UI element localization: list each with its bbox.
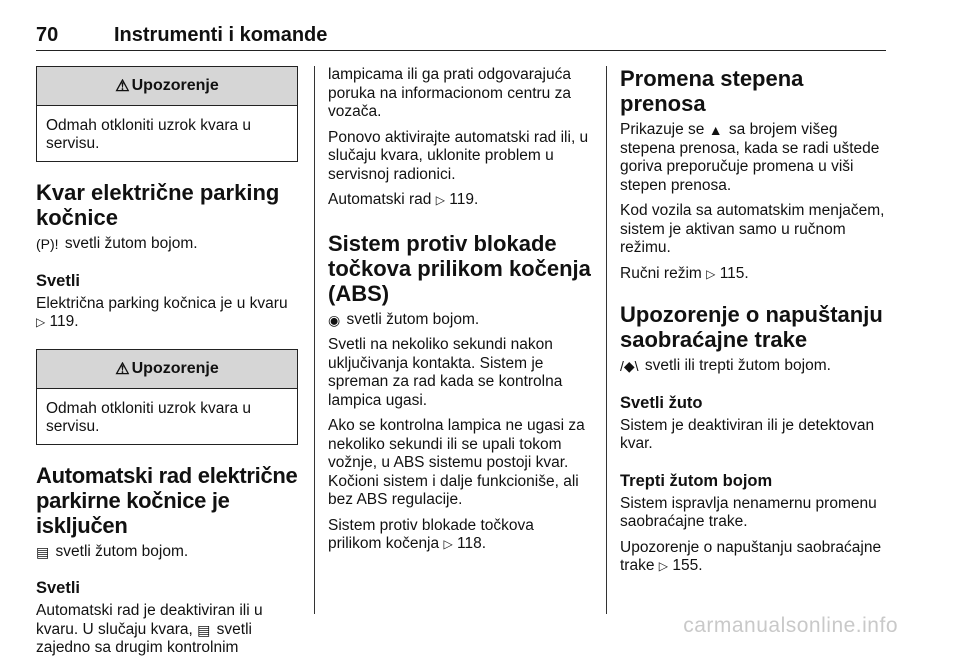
paragraph: Sistem ispravlja nenamernu promenu saobraćajne trake. [620, 494, 877, 530]
upshift-arrow-icon: ▲ [708, 122, 723, 138]
paragraph: Ako se kontrolna lampica ne ugasi za nekoliko sekundi ili se upali tokom vožnje, u ABS sistemu postoji kvar. Kočioni sistem i dalje funkcioniše, ali bez ABS regulacije. [328, 417, 585, 508]
page-ref-arrow-icon: ▷ [36, 315, 46, 329]
page-ref-arrow-icon: ▷ [706, 266, 716, 281]
warning-body: Odmah otkloniti uzrok kvara u servisu. [46, 117, 252, 152]
paragraph: lampicama ili ga prati odgovarajuća poruka na informacionom centru za vozača. [328, 66, 571, 120]
paragraph: Prikazuje se ▲ sa brojem višeg stepena prenosa, kada se radi uštede goriva preporučuje promena u viši stepen prenosa. [620, 121, 880, 194]
section-heading-abs: Sistem protiv blokade točkova prilikom kočenja (ABS) [328, 230, 591, 306]
sub-heading: Svetli žuto [620, 393, 703, 412]
paragraph: Sistem je deaktiviran ili je detektovan kvar. [620, 416, 875, 452]
parking-brake-fault-icon: (P)! [36, 236, 59, 252]
paragraph: Električna parking kočnica je u kvaru ▷ 119. [36, 294, 288, 330]
paragraph: Automatski rad ▷ 119. [328, 191, 479, 208]
column-divider-1 [314, 66, 315, 614]
page-header [36, 0, 886, 51]
page-ref-arrow-icon: ▷ [658, 559, 669, 573]
warning-box-2 [36, 349, 298, 445]
page-ref-link[interactable]: 155. [672, 557, 703, 574]
indicator-line: ▤ svetli žutom bojom. [36, 542, 189, 560]
lane-departure-icon: /◆\ [620, 358, 639, 374]
section-heading-lane-departure: Upozorenje o napuštanju saobraćajne trake [620, 302, 883, 352]
page-ref-arrow-icon: ▷ [443, 537, 453, 551]
column-divider-2 [606, 66, 607, 614]
page-number: 70 [36, 24, 59, 46]
sub-heading: Svetli [36, 579, 81, 597]
paragraph: Sistem protiv blokade točkova prilikom kočenja ▷ 118. [328, 516, 534, 552]
auto-parking-brake-icon: ▤ [197, 621, 211, 638]
page-ref-arrow-icon: ▷ [435, 193, 445, 207]
warning-icon: ⚠ [115, 360, 130, 378]
indicator-line: (P)! svetli žutom bojom. [36, 235, 198, 252]
section-heading-auto-parking-brake: Automatski rad električne parkirne kočnice je isključen [36, 462, 298, 538]
warning-title: Upozorenje [131, 77, 219, 94]
warning-header [37, 67, 297, 106]
paragraph: Upozorenje o napuštanju saobraćajne trake ▷ 155. [620, 538, 882, 574]
running-title: Instrumenti i komande [114, 24, 328, 46]
watermark: carmanualsonline.info [683, 614, 898, 637]
paragraph: Kod vozila sa automatskim menjačem, sistem je aktivan samo u ručnom režimu. [620, 202, 885, 256]
section-heading-gear-shift: Promena stepena prenosa [620, 66, 804, 116]
section-heading-parking-brake-fault: Kvar električne parking kočnice [36, 180, 280, 230]
sub-heading: Trepti žutom bojom [620, 471, 773, 490]
warning-icon: ⚠ [115, 78, 130, 95]
warning-body: Odmah otkloniti uzrok kvara u servisu. [46, 399, 252, 435]
paragraph: Ručni režim ▷ 115. [620, 264, 749, 282]
sub-heading: Svetli [36, 271, 81, 290]
column-1 [36, 66, 298, 665]
paragraph: Ponovo aktivirajte automatski rad ili, u slučaju kvara, uklonite problem u servisnoj radionici. [328, 128, 589, 183]
abs-icon: ◉ [328, 311, 341, 328]
warning-header [37, 350, 297, 389]
page-ref-link[interactable]: 118. [457, 535, 487, 552]
warning-title: Upozorenje [131, 359, 219, 377]
column-2 [328, 66, 591, 561]
page-ref-link[interactable]: 119. [49, 313, 79, 330]
column-3 [620, 66, 888, 583]
auto-parking-brake-icon: ▤ [36, 543, 50, 560]
indicator-line: /◆\ svetli ili trepti žutom bojom. [620, 357, 831, 374]
paragraph: Automatski rad je deaktiviran ili u kvaru. U slučaju kvara, ▤ svetli zajedno sa drugim kontrolnim [36, 602, 263, 656]
page-ref-link[interactable]: 115. [719, 264, 749, 282]
indicator-line: ◉ svetli žutom bojom. [328, 310, 480, 328]
page-ref-link[interactable]: 119. [449, 191, 479, 208]
paragraph: Svetli na nekoliko sekundi nakon uključivanja kontakta. Sistem je spreman za rad kada se kontrolna lampica ugasi. [328, 336, 563, 409]
warning-box-1 [36, 66, 298, 162]
